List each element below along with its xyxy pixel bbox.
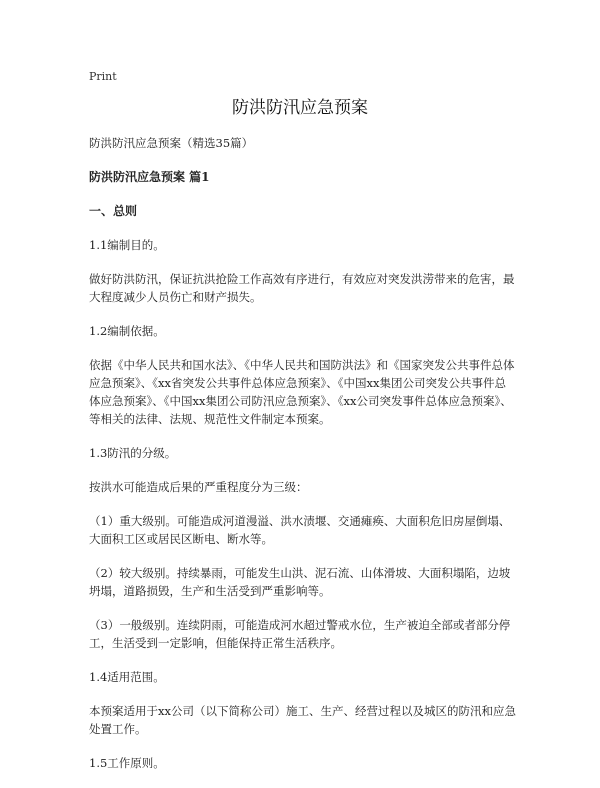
item-heading-1-3: 1.3防汛的分级。: [89, 446, 177, 460]
section-heading: 防洪防汛应急预案 篇1: [89, 170, 210, 184]
paragraph-purpose: 做好防洪防汛，保证抗洪抢险工作高效有序进行，有效应对突发洪涝带来的危害，最大程度减少人员伤亡和财产损失。: [89, 272, 515, 304]
paragraph-levels-intro: 按洪水可能造成后果的严重程度分为三级：: [89, 480, 308, 494]
chapter-heading: 一、总则: [89, 204, 138, 218]
document-body: [89, 134, 516, 788]
paragraph-level-2: （2）较大级别。持续暴雨，可能发生山洪、泥石流、山体滑坡、大面积塌陷，边坡坍塌，道路损毁，生产和生活受到严重影响等。: [89, 566, 511, 598]
print-label: Print: [89, 70, 117, 83]
paragraph-basis: 依据《中华人民共和国水法》、《中华人民共和国防洪法》和《国家突发公共事件总体应急预案》、《xx省突发公共事件总体应急预案》、《中国xx集团公司突发公共事件总体应急预案》、《中国xx集团公司防汛应急预案》、《xx公司突发事件总体应急预案》、等相关的法律、法规、规范性文件制定本预案。: [89, 358, 515, 426]
item-heading-1-4: 1.4适用范围。: [89, 670, 165, 684]
paragraph-level-3: （3）一般级别。连续阴雨，可能造成河水超过警戒水位，生产被迫全部或者部分停工，生活受到一定影响，但能保持正常生活秩序。: [89, 618, 511, 650]
document-subtitle: 防洪防汛应急预案（精选35篇）: [89, 136, 254, 150]
item-heading-1-2: 1.2编制依据。: [89, 324, 165, 338]
page-title: 防洪防汛应急预案: [232, 98, 368, 118]
paragraph-level-1: （1）重大级别。可能造成河道漫溢、洪水渍堰、交通瘫痪、大面积危旧房屋倒塌、大面积工区或居民区断电、断水等。: [89, 514, 511, 546]
item-heading-1-5: 1.5工作原则。: [89, 756, 165, 770]
paragraph-scope: 本预案适用于xx公司（以下简称公司）施工、生产、经营过程以及城区的防汛和应急处置工作。: [89, 704, 516, 736]
item-heading-1-1: 1.1编制目的。: [89, 238, 165, 252]
